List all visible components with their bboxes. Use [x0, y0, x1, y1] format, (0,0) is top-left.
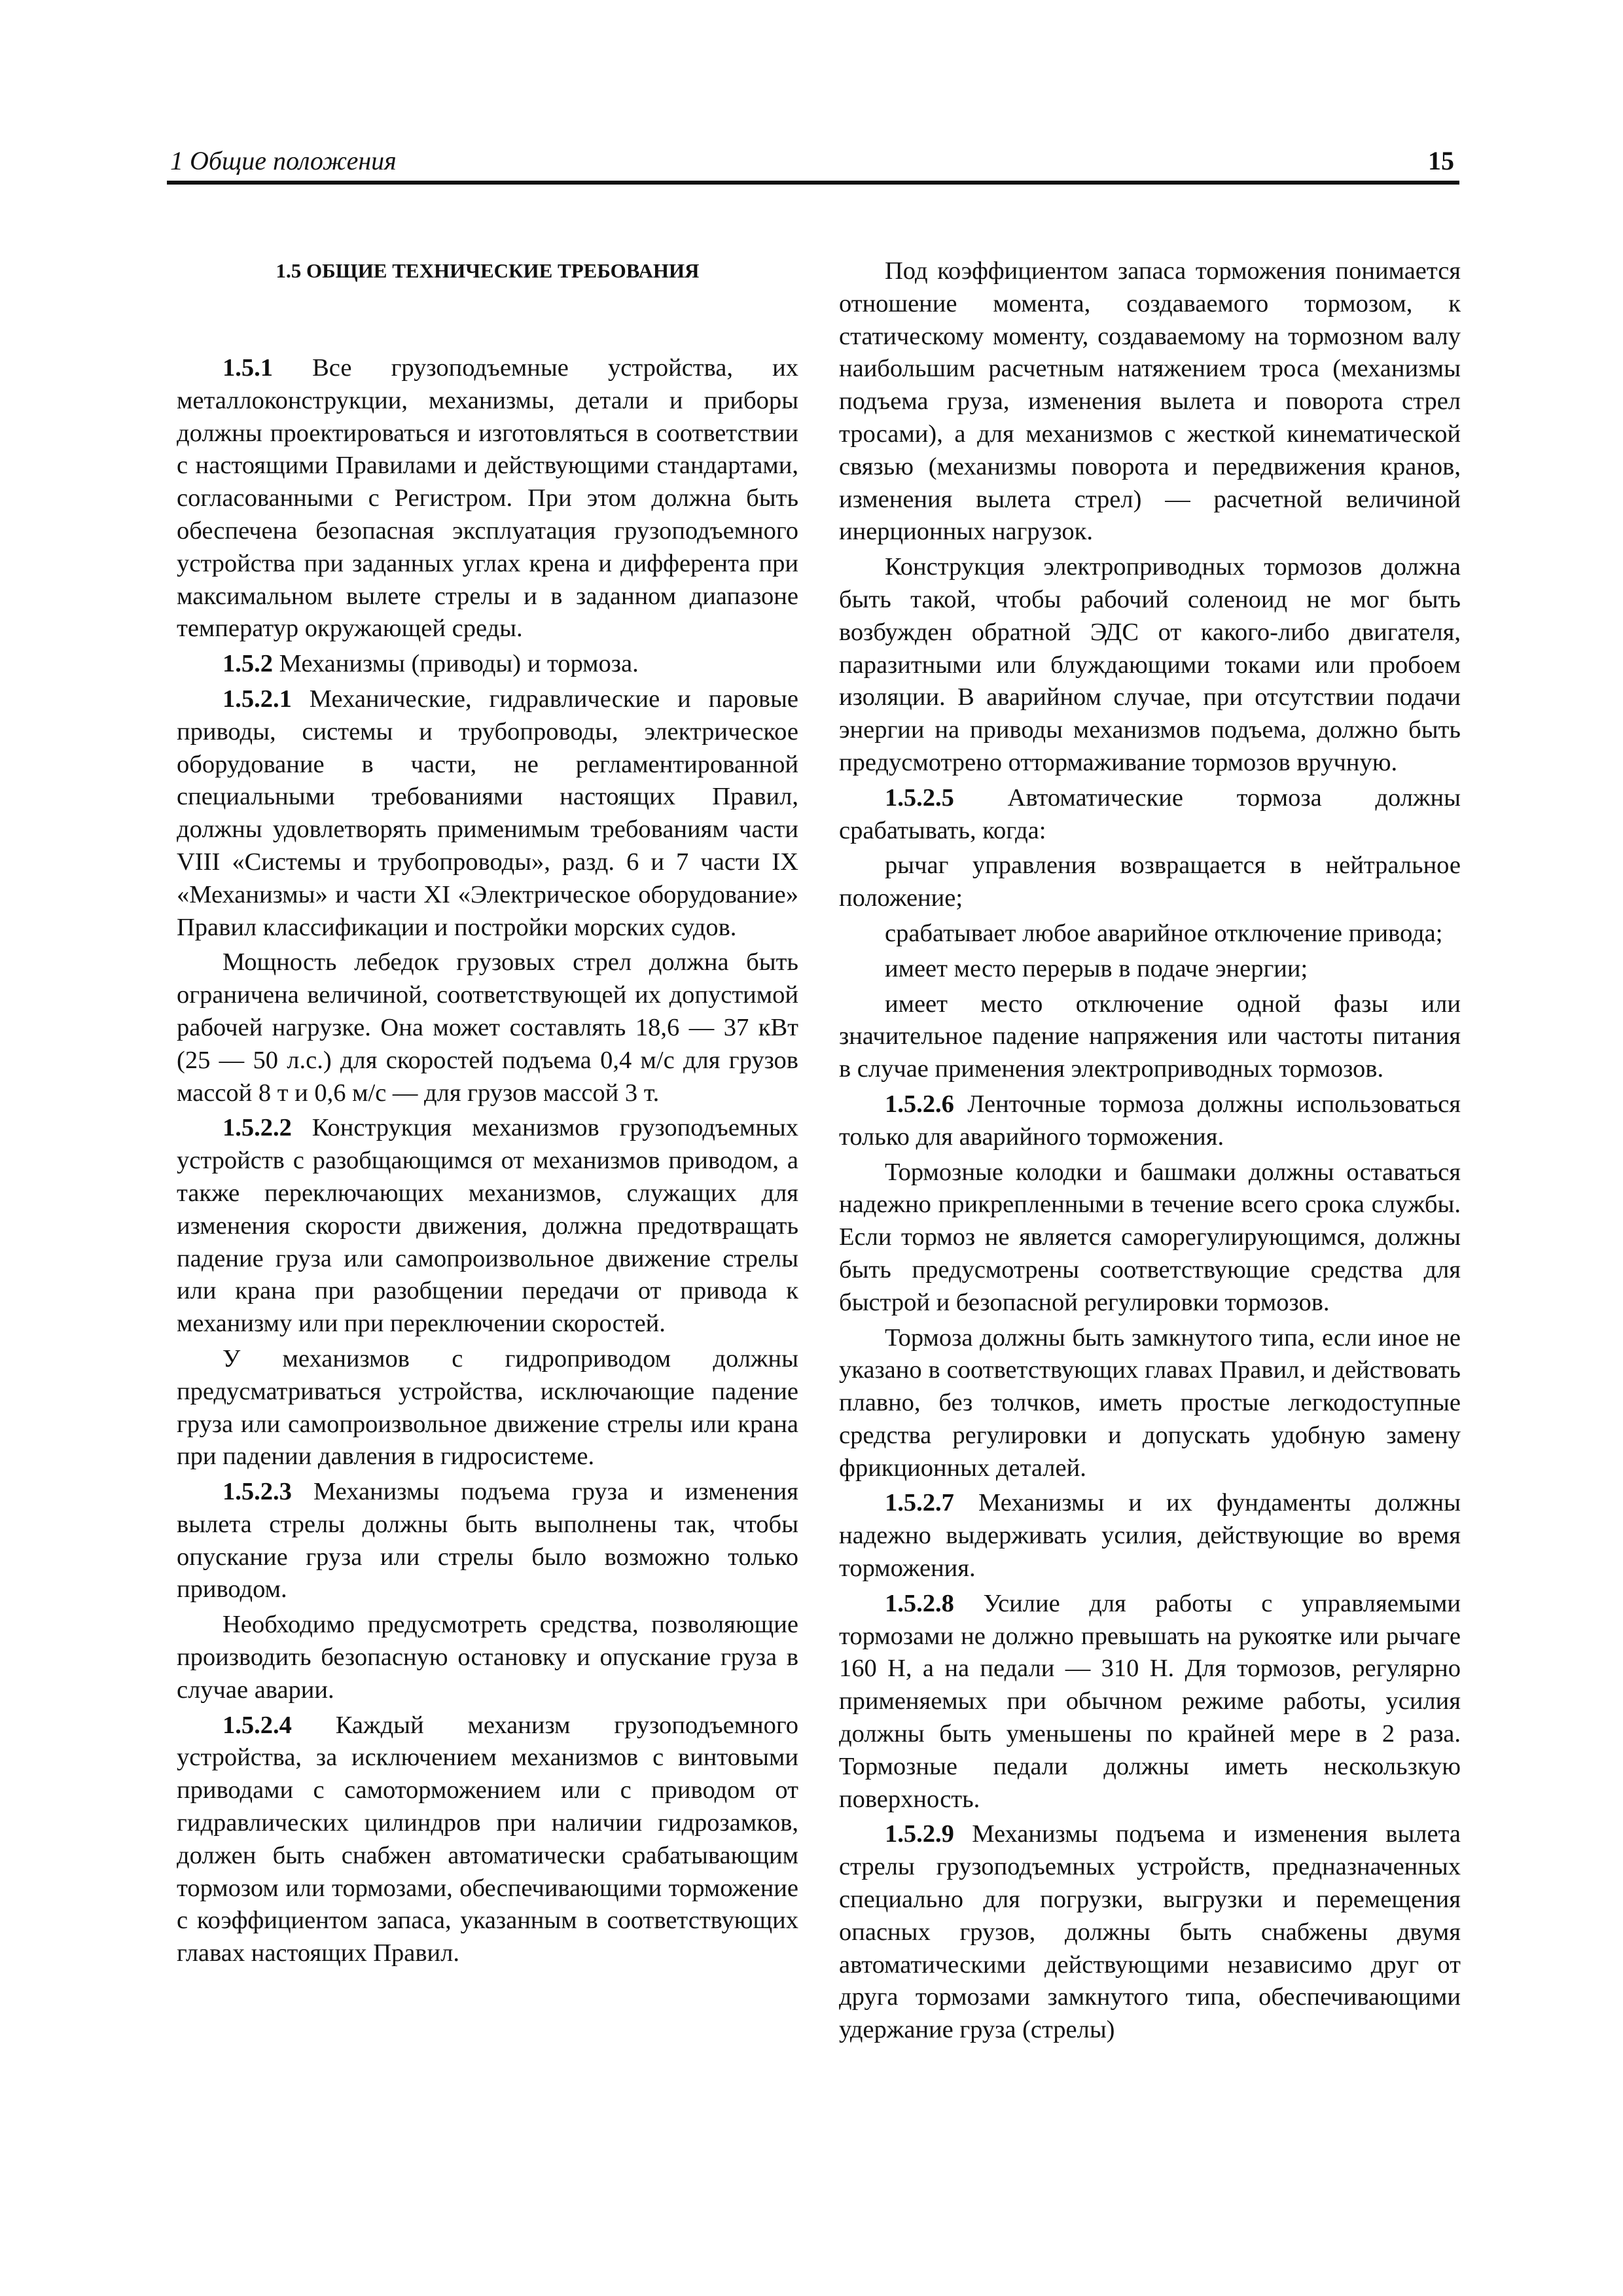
- paragraph: [839, 1322, 1461, 1485]
- paragraph-text: Каждый механизм грузоподъемного устройства, за исключением механизмов с винтовыми приводами с самоторможением или с приводом от гидравлических цилиндров при наличии гидрозамков, должен быть снабжен автоматически срабатывающим тормозом или тормозами, обеспечивающими торможение с коэффициентом запаса, указанным в соответствующих главах настоящих Правил.: [177, 1711, 798, 1967]
- clause-number: 1.5.2.2: [223, 1114, 292, 1142]
- paragraph-text: срабатывает любое аварийное отключение привода;: [885, 919, 1443, 947]
- paragraph: [839, 850, 1461, 915]
- paragraph-text: Тормоза должны быть замкнутого типа, если иное не указано в соответствующих главах Правил, и действовать плавно, без толчков, иметь простые легкодоступные средства регулировки и допускать удобную замену фрикционных деталей.: [839, 1323, 1461, 1482]
- paragraph-text: Механизмы подъема и изменения вылета стрелы грузоподъемных устройств, предназначенных специально для погрузки, выгрузки и перемещения опасных грузов, должны быть снабжены двумя автоматическими действующими независимо друг от друга тормозами замкнутого типа, обеспечивающими удержание груза (стрелы): [839, 1820, 1461, 2044]
- paragraph-text: Автоматические тормоза должны срабатывать, когда:: [839, 783, 1461, 844]
- paragraph: [839, 1818, 1461, 2047]
- paragraph-text: Механизмы и их фундаменты должны надежно выдерживать усилия, действующие во время торможения.: [839, 1489, 1461, 1583]
- paragraph-text: имеет место отключение одной фазы или значительное падение напряжения или частоты питания в случае применения электроприводных тормозов.: [839, 990, 1461, 1083]
- paragraph: [839, 1588, 1461, 1816]
- clause-number: 1.5.2: [223, 650, 273, 678]
- paragraph-text: Ленточные тормоза должны использоваться только для аварийного торможения.: [839, 1090, 1461, 1151]
- paragraph-text: Механизмы (приводы) и тормоза.: [273, 650, 639, 678]
- paragraph-text: Конструкция механизмов грузоподъемных устройств с разобщающимся от механизмов приводом, а также переключающих механизмов, служащих для изменения скорости движения, должна предотвращать падение груза или самопроизвольное движение стрелы или крана при разобщении передачи от привода к механизму или при переключении скоростей.: [177, 1114, 798, 1338]
- section-title: 1.5 ОБЩИЕ ТЕХНИЧЕСКИЕ ТРЕБОВАНИЯ: [276, 259, 700, 282]
- paragraph: [177, 1609, 798, 1706]
- right-column: [839, 255, 1461, 2049]
- paragraph-text: Тормозные колодки и башмаки должны оставаться надежно прикрепленными в течение всего срока службы. Если тормоз не является саморегулирующимся, должны быть предусмотрены соответствующие средства для быстрой и безопасной регулировки тормозов.: [839, 1158, 1461, 1316]
- paragraph-text: Конструкция электроприводных тормозов должна быть такой, чтобы рабочий соленоид не мог быть возбужден обратной ЭДС от какого-либо двигателя, паразитными или блуждающими токами или пробоем изоляции. В аварийном случае, при отсутствии подачи энергии на приводы механизмов подъема, должно быть предусмотрено оттормаживание тормозов вручную.: [839, 553, 1461, 776]
- paragraph: [839, 255, 1461, 548]
- paragraph-text: имеет место перерыв в подаче энергии;: [885, 954, 1308, 982]
- clause-number: 1.5.2.3: [223, 1478, 292, 1506]
- paragraph: [177, 946, 798, 1109]
- running-header-title: 1 Общие положения: [170, 146, 397, 175]
- paragraph: [839, 1487, 1461, 1585]
- paragraph: [839, 918, 1461, 950]
- clause-number: 1.5.2.7: [885, 1489, 954, 1517]
- clause-number: 1.5.2.6: [885, 1090, 954, 1118]
- running-header: [167, 143, 1459, 185]
- paragraph-text: Усилие для работы с управляемыми тормозами не должно превышать на рукоятке или рычаге 160 Н, а на педали — 310 Н. Для тормозов, регулярно применяемых при обычном режиме работы, усилия должны быть уменьшены по крайней мере в 2 раза. Тормозные педали должны иметь нескользкую поверхность.: [839, 1589, 1461, 1813]
- paragraph-text: Все грузоподъемные устройства, их металлоконструкции, механизмы, детали и приборы должны проектироваться и изготовляться в соответствии с настоящими Правилами и действующими стандартами, согласованными с Регистром. При этом должна быть обеспечена безопасная эксплуатация грузоподъемного устройства при заданных углах крена и дифферента при максимальном вылете стрелы и в заданном диапазоне температур окружающей среды.: [177, 354, 798, 643]
- paragraph: [177, 1343, 798, 1473]
- paragraph: [177, 1112, 798, 1340]
- clause-number: 1.5.2.9: [885, 1820, 954, 1848]
- paragraph-text: Механические, гидравлические и паровые приводы, системы и трубопроводы, электрическое оборудование в части, не регламентированной специальными требованиями настоящих Правил, должны удовлетворять применимым требованиям части VIII «Системы и трубопроводы», разд. 6 и 7 части IX «Механизмы» и части XI «Электрическое оборудование» Правил классификации и постройки морских судов.: [177, 685, 798, 941]
- clause-number: 1.5.2.1: [223, 685, 292, 713]
- clause-number: 1.5.2.4: [223, 1711, 292, 1739]
- paragraph: [839, 953, 1461, 986]
- paragraph: [839, 988, 1461, 1086]
- left-column: [177, 255, 798, 1973]
- paragraph-text: Под коэффициентом запаса торможения понимается отношение момента, создаваемого тормозом, к статическому моменту, создаваемому на тормозном валу наибольшим расчетным натяжением троса (механизмы подъема груза, изменения вылета и поворота стрел тросами), а для механизмов с жесткой кинематической связью (механизмы поворота и передвижения кранов, изменения вылета стрел) — расчетной величиной инерционных нагрузок.: [839, 257, 1461, 546]
- paragraph: [177, 1710, 798, 1970]
- paragraph-text: Механизмы подъема груза и изменения вылета стрелы должны быть выполнены так, чтобы опускание груза или стрелы было возможно только приводом.: [177, 1478, 798, 1604]
- paragraph: [177, 648, 798, 681]
- paragraph: [177, 352, 798, 645]
- paragraph: [177, 1476, 798, 1606]
- paragraph: [839, 1157, 1461, 1319]
- clause-number: 1.5.2.8: [885, 1589, 954, 1617]
- paragraph: [839, 782, 1461, 848]
- clause-number: 1.5.2.5: [885, 783, 954, 812]
- paragraph-text: рычаг управления возвращается в нейтральное положение;: [839, 852, 1461, 912]
- paragraph-text: Мощность лебедок грузовых стрел должна быть ограничена величиной, соответствующей их допустимой рабочей нагрузке. Она может составлять 18,6 — 37 кВт (25 — 50 л.с.) для скоростей подъема 0,4 м/с для грузов массой 8 т и 0,6 м/с — для грузов массой 3 т.: [177, 948, 798, 1107]
- clause-number: 1.5.1: [223, 354, 273, 382]
- paragraph: [177, 683, 798, 944]
- paragraph: [839, 551, 1461, 780]
- page-number: 15: [1428, 146, 1454, 175]
- paragraph: [839, 1088, 1461, 1154]
- paragraph-text: Необходимо предусмотреть средства, позволяющие производить безопасную остановку и опускание груза в случае аварии.: [177, 1611, 798, 1704]
- paragraph-text: У механизмов с гидроприводом должны предусматриваться устройства, исключающие падение груза или самопроизвольное движение стрелы или крана при падении давления в гидросистеме.: [177, 1344, 798, 1471]
